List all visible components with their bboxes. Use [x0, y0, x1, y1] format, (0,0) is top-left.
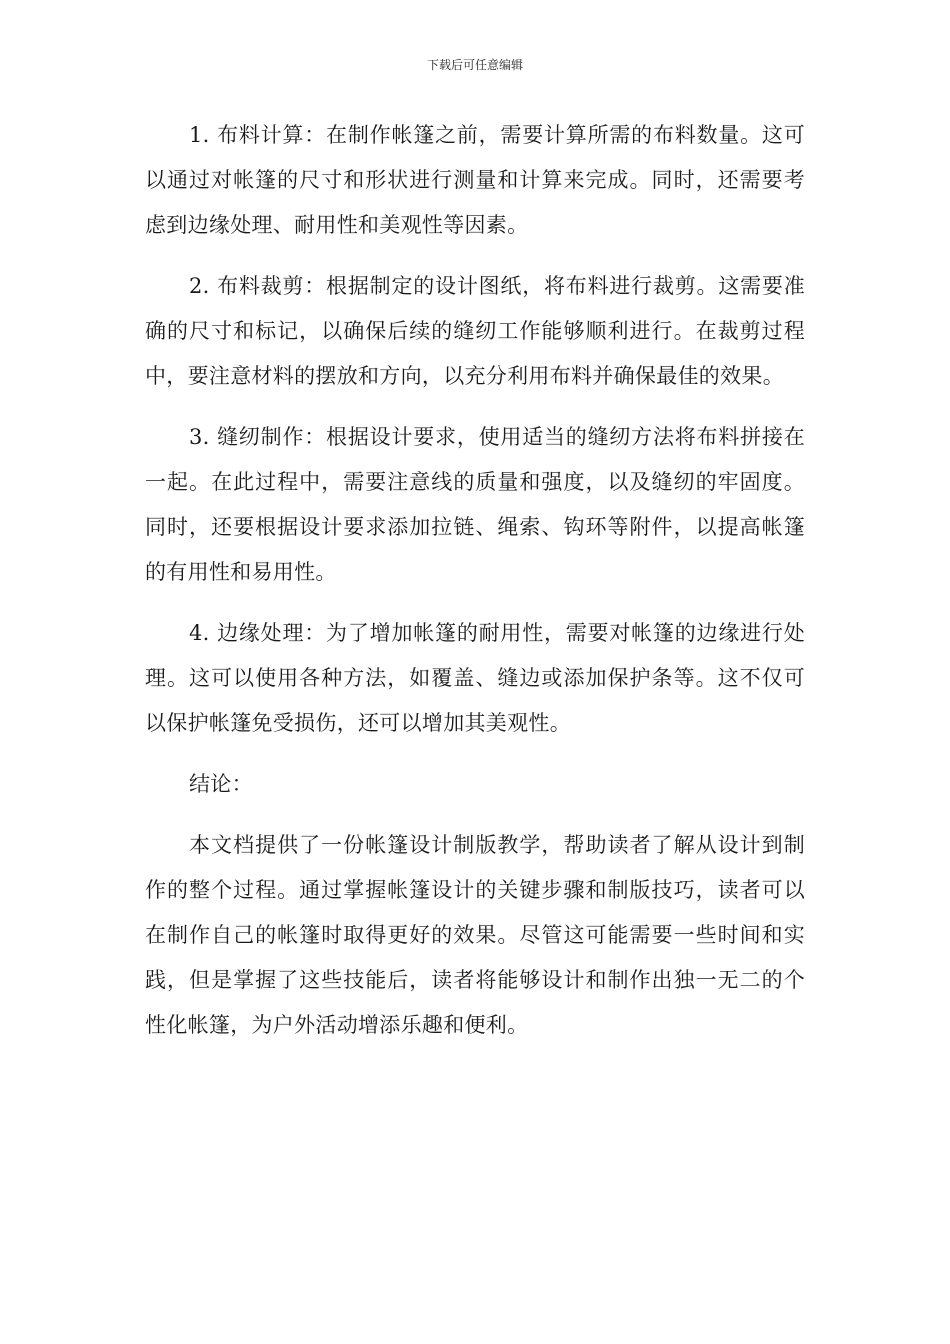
paragraph-edge-finishing: 4. 边缘处理：为了增加帐篷的耐用性，需要对帐篷的边缘进行处理。这可以使用各种方法，如覆盖、缝边或添加保护条等。这不仅可以保护帐篷免受损伤，还可以增加其美观性。 [145, 621, 805, 735]
paragraph-fabric-calculation: 1. 布料计算：在制作帐篷之前，需要计算所需的布料数量。这可以通过对帐篷的尺寸和形状进行测量和计算来完成。同时，还需要考虑到边缘处理、耐用性和美观性等因素。 [145, 123, 805, 237]
paragraph-fabric-cutting: 2. 布料裁剪：根据制定的设计图纸，将布料进行裁剪。这需要准确的尺寸和标记，以确保后续的缝纫工作能够顺利进行。在裁剪过程中，要注意材料的摆放和方向，以充分利用布料并确保最佳的效果。 [145, 274, 805, 388]
paragraph-conclusion: 本文档提供了一份帐篷设计制版教学，帮助读者了解从设计到制作的整个过程。通过掌握帐篷设计的关键步骤和制版技巧，读者可以在制作自己的帐篷时取得更好的效果。尽管这可能需要一些时间和实践，但是掌握了这些技能后，读者将能够设计和制作出独一无二的个性化帐篷，为户外活动增添乐趣和便利。 [145, 833, 805, 1037]
paragraph-sewing: 3. 缝纫制作：根据设计要求，使用适当的缝纫方法将布料拼接在一起。在此过程中，需要注意线的质量和强度，以及缝纫的牢固度。同时，还要根据设计要求添加拉链、绳索、钩环等附件，以提高帐篷的有用性和易用性。 [145, 425, 805, 584]
page-header: 下载后可任意编辑 [426, 58, 523, 72]
conclusion-heading: 结论： [189, 772, 253, 796]
document-body [145, 113, 805, 1064]
